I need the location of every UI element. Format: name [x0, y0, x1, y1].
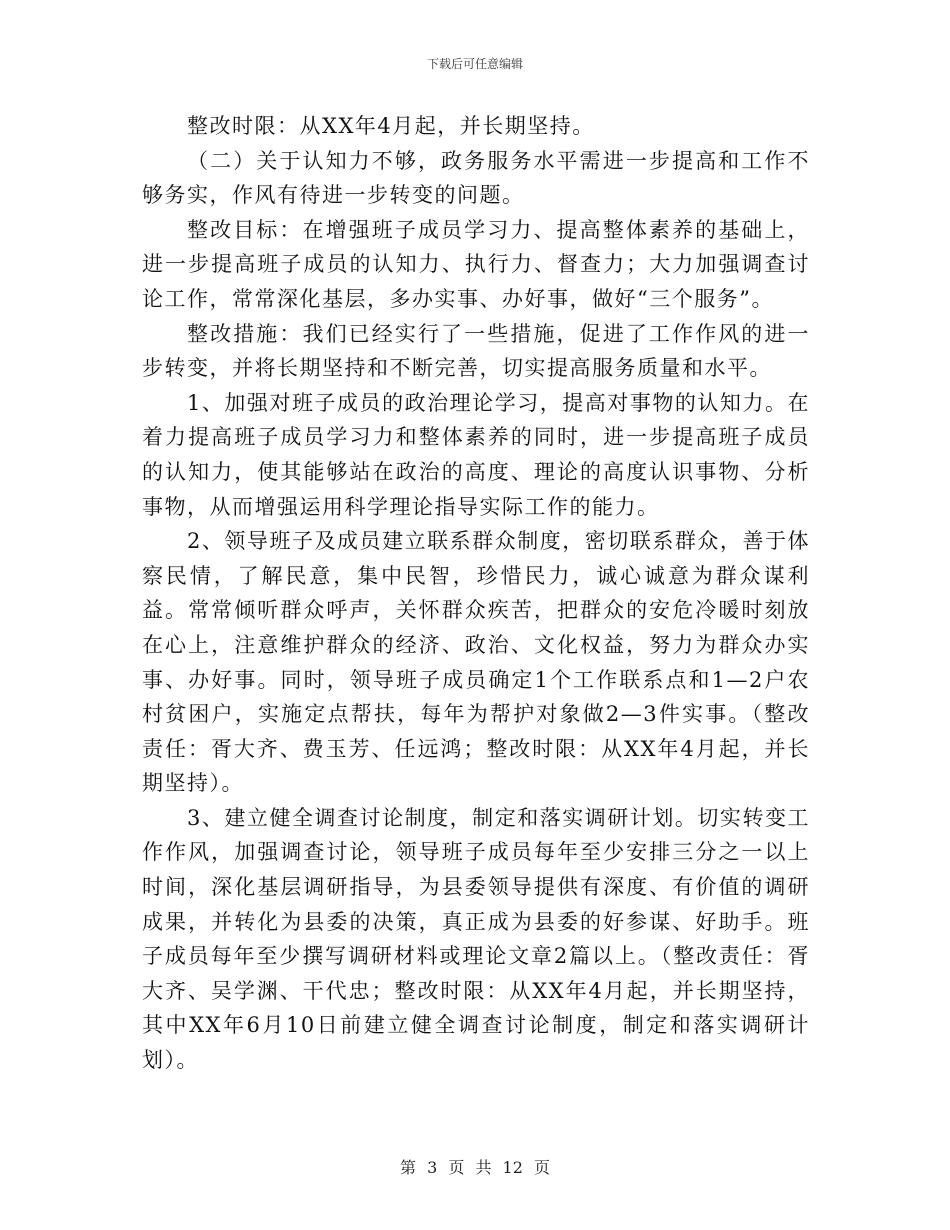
document-body [142, 109, 810, 1078]
paragraph-measures: 整改措施：我们已经实行了一些措施，促进了工作作风的进一步转变，并将长期坚持和不断完善，切实提高服务质量和水平。 [142, 321, 810, 381]
paragraph-item-2: 2、领导班子及成员建立联系群众制度，密切联系群众，善于体察民情，了解民意，集中民智，珍惜民力，诚心诚意为群众谋利益。常常倾听群众呼声，关怀群众疾苦，把群众的安危冷暖时刻放在心上，注意维护群众的经济、政治、文化权益，努力为群众办实事、办好事。同时，领导班子成员确定1个工作联系点和1—2户农村贫困户，实施定点帮扶，每年为帮护对象做2—3件实事。（整改责任：胥大齐、费玉芳、任远鸿；整改时限：从XX年4月起，并长期坚持）。 [142, 529, 810, 796]
page-number-footer: 第 3 页 共 12 页 [400, 1158, 550, 1177]
paragraph-goal: 整改目标：在增强班子成员学习力、提高整体素养的基础上，进一步提高班子成员的认知力、执行力、督查力；大力加强调查讨论工作，常常深化基层，多办实事、办好事，做好“三个服务”。 [142, 217, 810, 311]
paragraph-issue-two: （二）关于认知力不够，政务服务水平需进一步提高和工作不够务实，作风有待进一步转变的问题。 [142, 148, 810, 208]
paragraph-item-3: 3、建立健全调查讨论制度，制定和落实调研计划。切实转变工作作风，加强调查讨论，领导班子成员每年至少安排三分之一以上时间，深化基层调研指导，为县委领导提供有深度、有价值的调研成果，并转化为县委的决策，真正成为县委的好参谋、好助手。班子成员每年至少撰写调研材料或理论文章2篇以上。（整改责任：胥大齐、吴学渊、干代忠；整改时限：从XX年4月起，并长期坚持，其中XX年6月10日前建立健全调查讨论制度，制定和落实调研计划）。 [142, 805, 810, 1073]
paragraph-item-1: 1、加强对班子成员的政治理论学习，提高对事物的认知力。在着力提高班子成员学习力和整体素养的同时，进一步提高班子成员的认知力，使其能够站在政治的高度、理论的高度认识事物、分析事物，从而增强运用科学理论指导实际工作的能力。 [142, 390, 810, 519]
page-header: 下载后可任意编辑 [426, 57, 523, 71]
paragraph-deadline: 整改时限：从XX年4月起，并长期坚持。 [187, 114, 595, 138]
